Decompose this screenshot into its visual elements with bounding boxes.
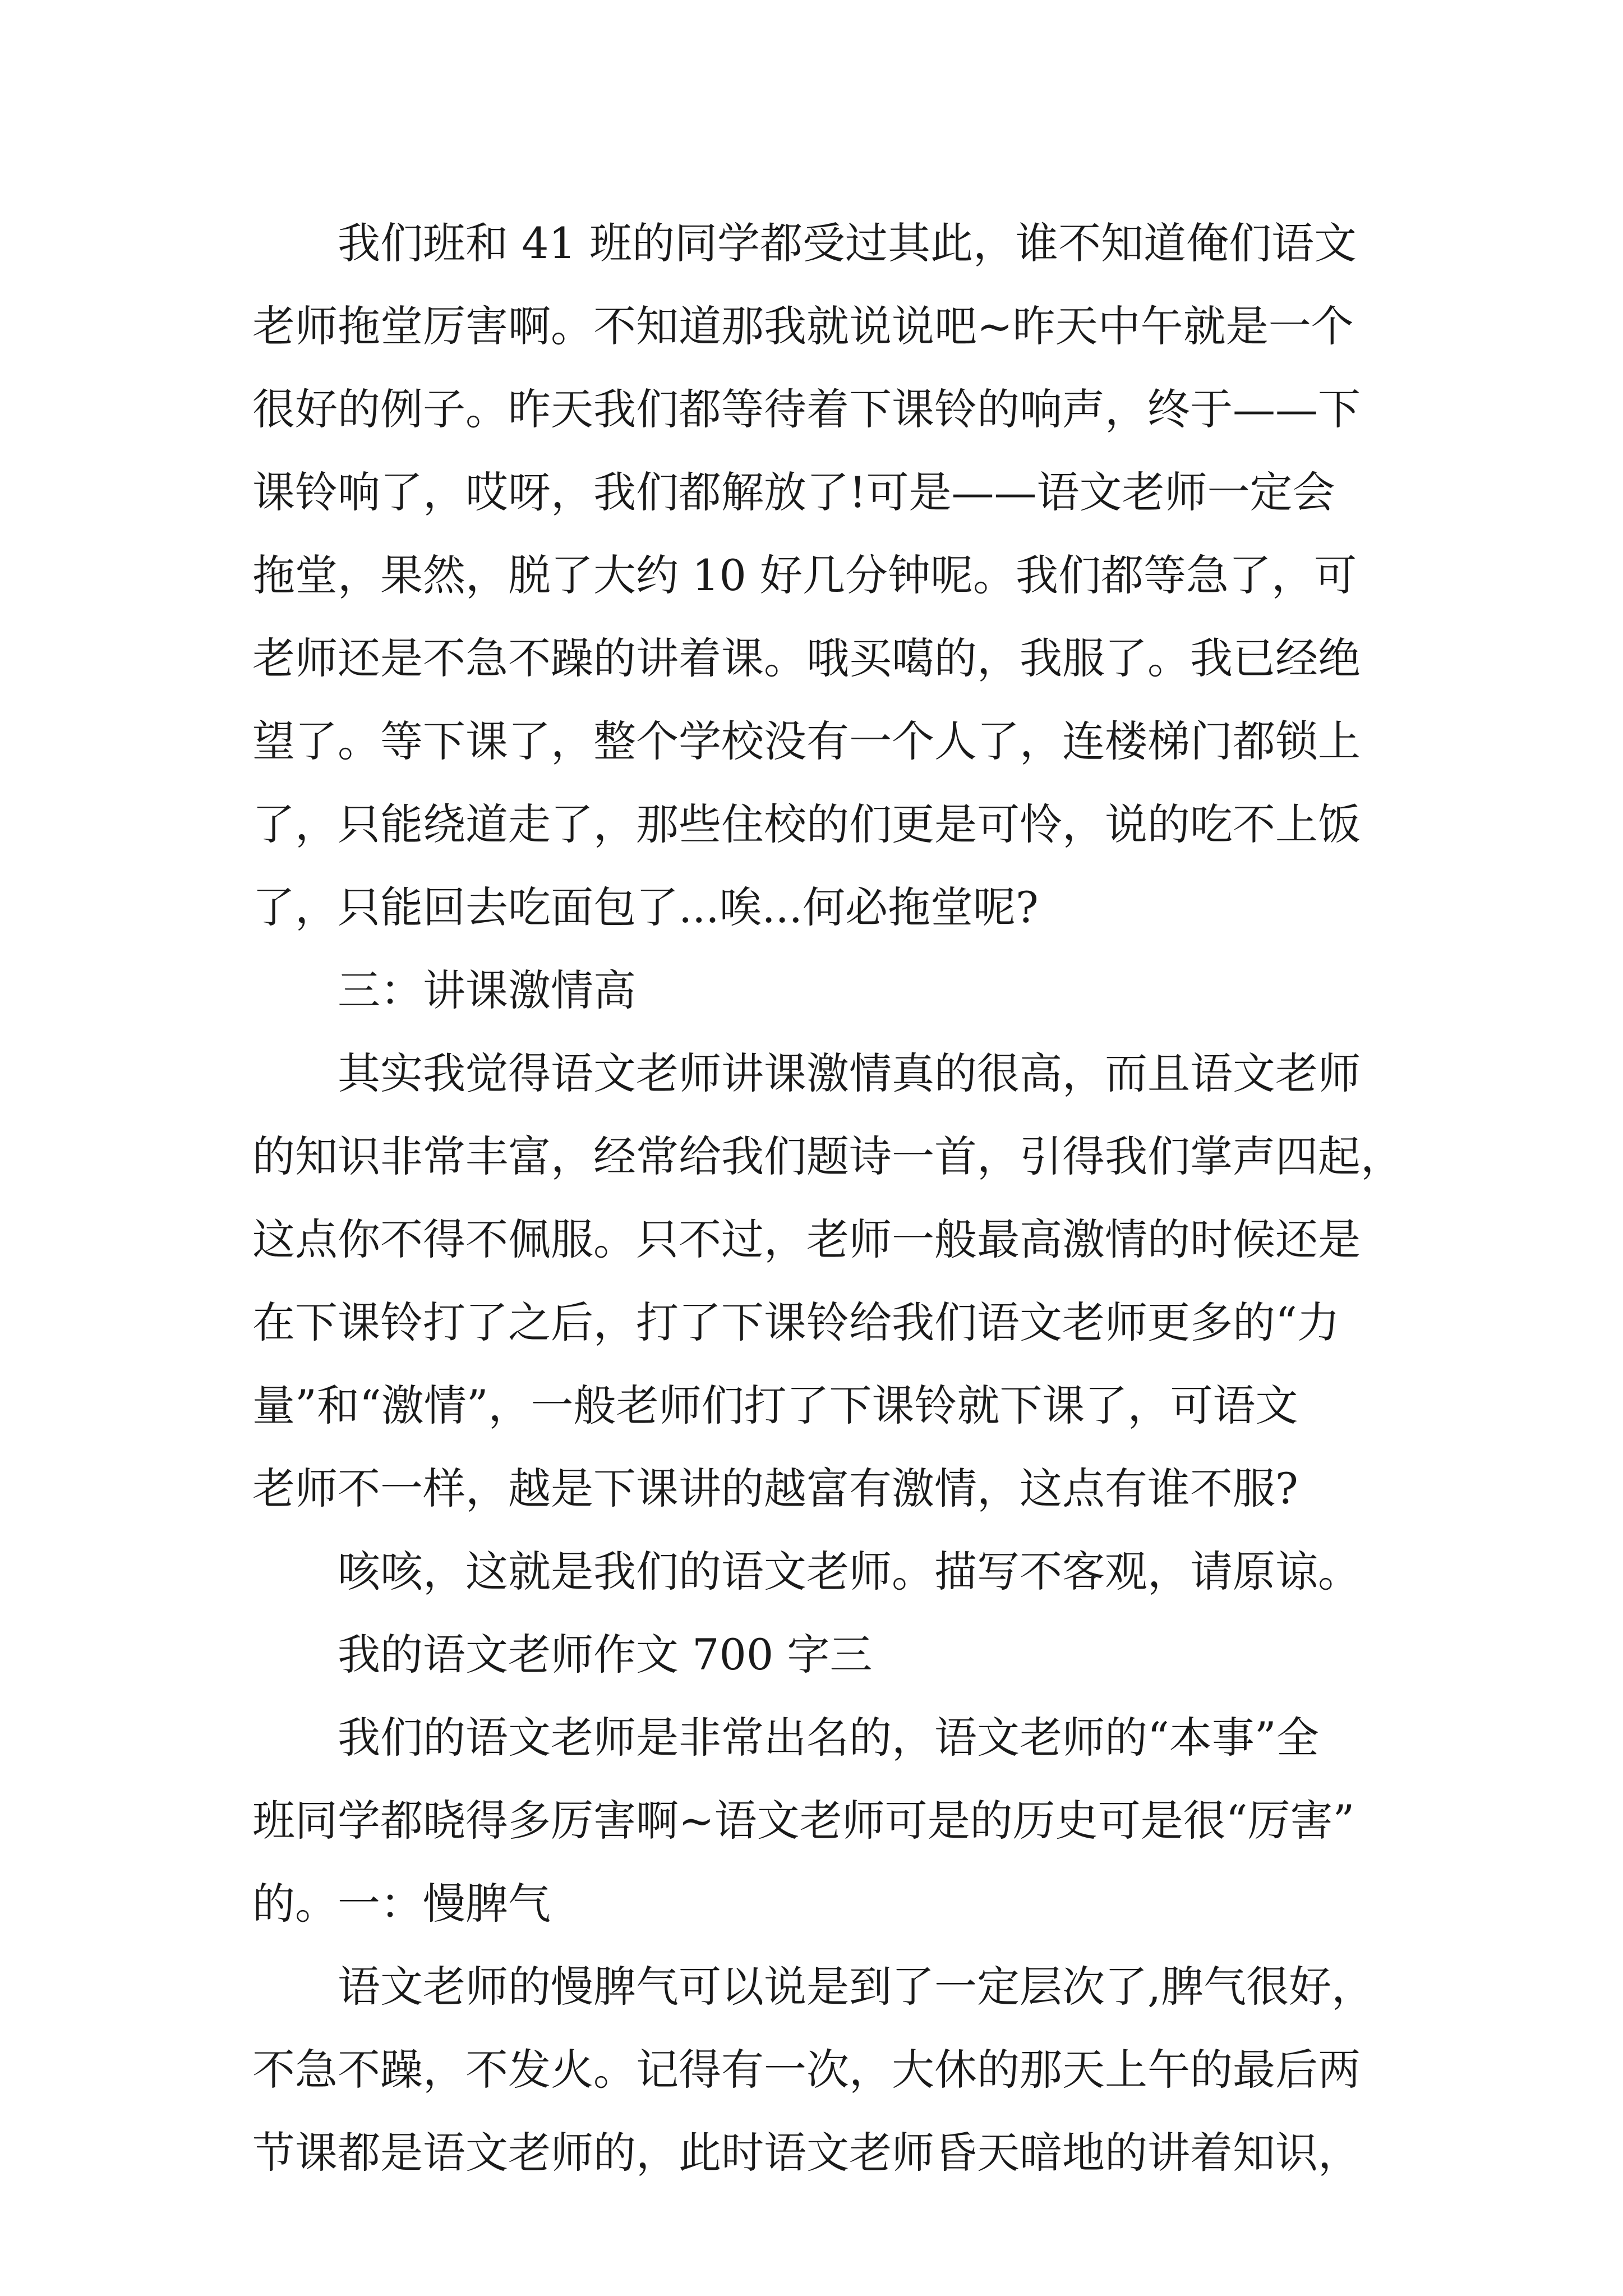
text-line: 的知识非常丰富，经常给我们题诗一首，引得我们掌声四起，	[252, 1131, 1403, 1181]
text-line: 了，只能绕道走了，那些住校的们更是可怜，说的吃不上饭	[252, 799, 1361, 849]
text-line: 在下课铃打了之后，打了下课铃给我们语文老师更多的“力	[252, 1297, 1340, 1347]
text-line: 咳咳，这就是我们的语文老师。描写不客观，请原谅。	[338, 1547, 1361, 1596]
heading-line: 三：讲课激情高	[338, 965, 636, 1015]
text-line: 节课都是语文老师的，此时语文老师昏天暗地的讲着知识，	[252, 2128, 1361, 2178]
text-line: 语文老师的慢脾气可以说是到了一定层次了,脾气很好，	[338, 1962, 1375, 2012]
title-line: 我的语文老师作文 700 字三	[338, 1630, 873, 1680]
text-line: 我们班和 41 班的同学都受过其此，谁不知道俺们语文	[338, 218, 1357, 268]
text-line: 很好的例子。昨天我们都等待着下课铃的响声，终于——下	[252, 384, 1361, 434]
paragraph-closing	[252, 1530, 1385, 1613]
text-line: 拖堂，果然，脱了大约 10 好几分钟呢。我们都等急了，可	[252, 550, 1357, 600]
paragraph-famous-teacher	[252, 1696, 1385, 1945]
paragraph-slow-temper	[252, 1945, 1385, 2194]
section-heading-three	[252, 949, 1385, 1032]
text-line: 这点你不得不佩服。只不过，老师一般最高激情的时候还是	[252, 1214, 1361, 1264]
text-line: 课铃响了，哎呀，我们都解放了!可是——语文老师一定会	[252, 467, 1335, 517]
text-line: 老师拖堂厉害啊。不知道那我就说说吧~昨天中午就是一个	[252, 301, 1354, 351]
text-line: 不急不躁，不发火。记得有一次，大休的那天上午的最后两	[252, 2045, 1361, 2095]
text-line: 望了。等下课了，整个学校没有一个人了，连楼梯门都锁上	[252, 716, 1361, 766]
paragraph-dragging-class	[252, 202, 1385, 949]
text-line: 我们的语文老师是非常出名的，语文老师的“本事”全	[338, 1713, 1319, 1763]
text-line: 班同学都晓得多厉害啊~语文老师可是的历史可是很“厉害”	[252, 1796, 1355, 1846]
text-line: 的。一：慢脾气	[252, 1879, 551, 1929]
text-line: 了，只能回去吃面包了...唉...何必拖堂呢?	[252, 882, 1039, 932]
document-body	[252, 202, 1403, 2194]
text-line: 量”和“激情”，一般老师们打了下课铃就下课了，可语文	[252, 1381, 1298, 1430]
text-line: 其实我觉得语文老师讲课激情真的很高，而且语文老师	[338, 1048, 1361, 1098]
paragraph-teaching-passion	[252, 1032, 1403, 1530]
text-line: 老师不一样，越是下课讲的越富有激情，这点有谁不服?	[252, 1464, 1298, 1513]
essay-title	[252, 1613, 1385, 1696]
text-line: 老师还是不急不躁的讲着课。哦买噶的，我服了。我已经绝	[252, 633, 1361, 683]
